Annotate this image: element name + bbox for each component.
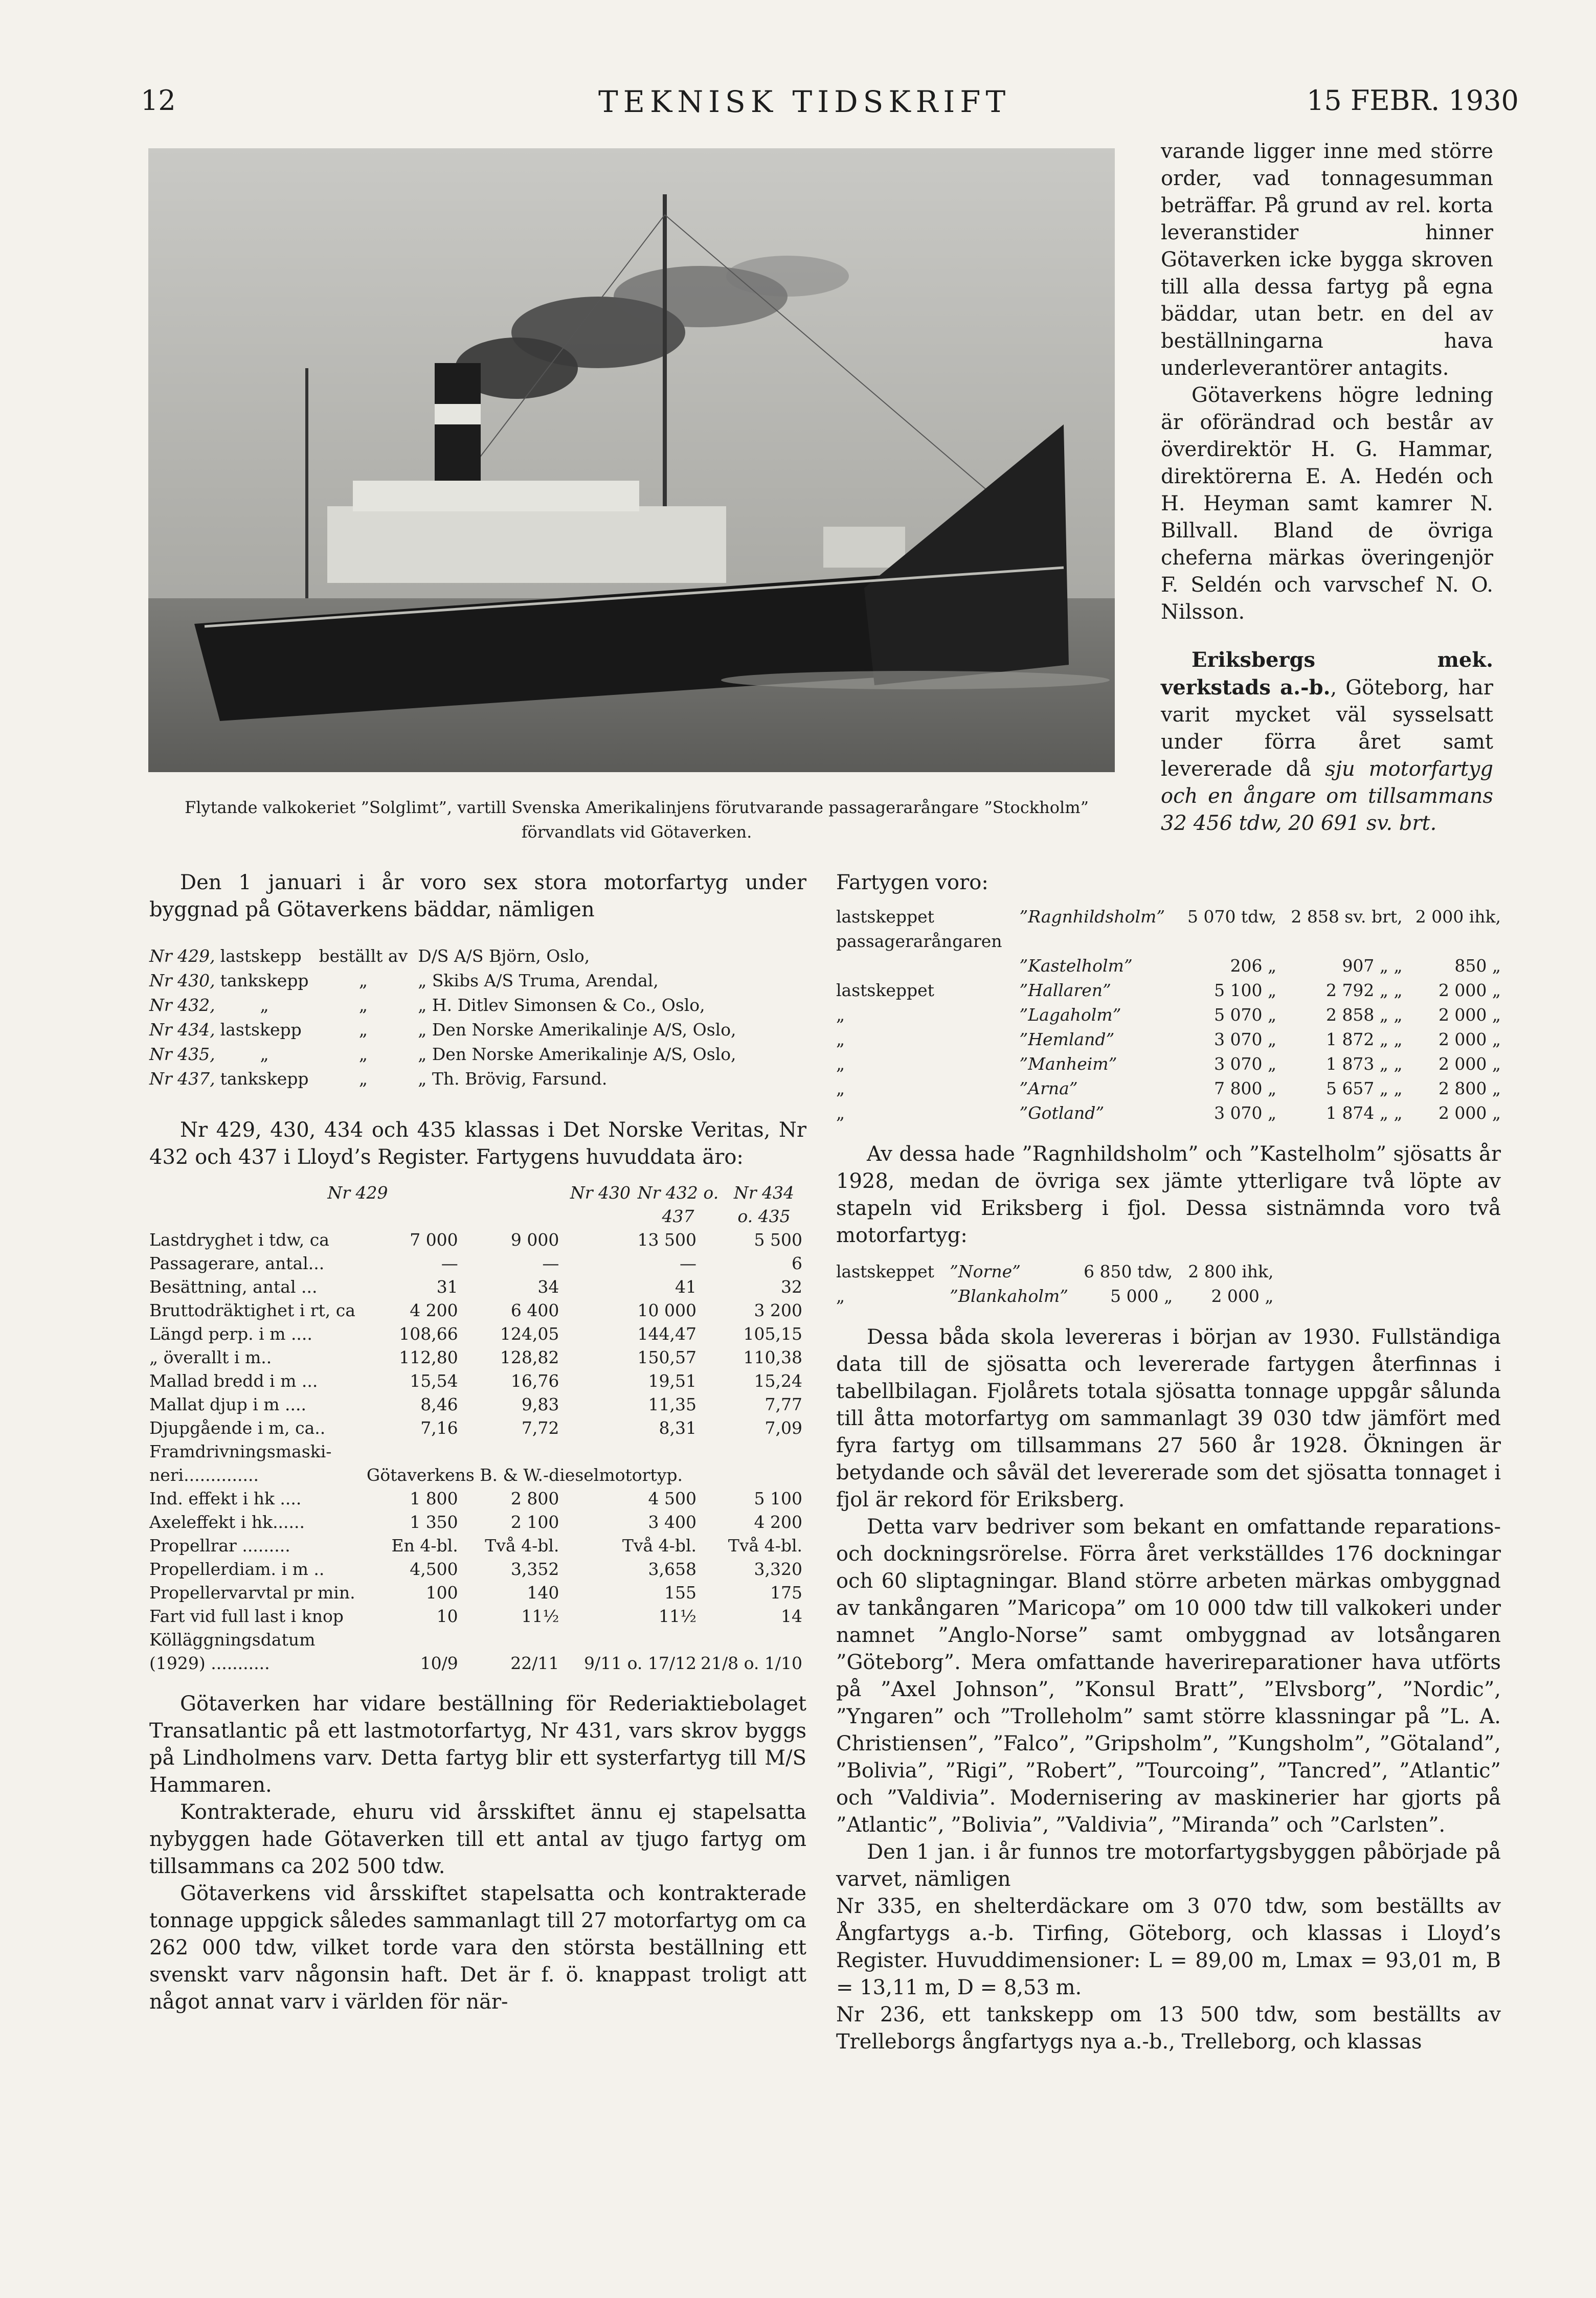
table-cell: 11½ [521,1606,559,1626]
table-row [149,1275,806,1299]
row-label: Propellerdiam. i m .. [149,1559,325,1579]
table-cell: passagerarångaren [836,931,1002,951]
table-cell [701,1628,806,1652]
ships2-table [836,1259,1274,1309]
table-cell: 6 850 tdw, [1084,1261,1173,1281]
table-row [836,1259,1274,1284]
table-cell: — [542,1253,559,1273]
table-cell: 31 [436,1277,458,1297]
table-cell: 2 000 „ [1438,1103,1501,1123]
table-cell: 5 070 „ [1214,1005,1277,1025]
table-cell: 2 000 „ [1438,1054,1501,1074]
table-cell: 34 [537,1277,559,1297]
table-row [149,1652,806,1675]
text-run-italic: sju motorfartyg och en ångare om tillsammans 32 456 tdw, 20 691 sv. brt. [1161,757,1494,835]
table-cell: 22/11 [510,1653,559,1673]
paragraph-eriksberg [1161,646,1493,837]
paragraph: varande ligger inne med större order, vad tonnagesumman beträffar. På grund av rel. korta leveranstider hinner Götaverken icke bygga skroven till alla dessa fartyg på egna bäddar, utan betr. en del av beställningarna hava underleverantörer antagits. [1161,140,1493,380]
table-cell: 2 100 [510,1512,559,1532]
table-cell: 19,51 [648,1371,696,1391]
row-label: neri.............. [149,1465,259,1485]
row-label: Ind. effekt i hk .... [149,1489,302,1508]
table-cell: „ [836,1005,845,1025]
table-cell: 6 [792,1253,802,1273]
row-label: Propellervarvtal pr min. [149,1583,355,1603]
table-cell: „ [836,1103,845,1123]
table-cell: 7 800 „ [1214,1078,1277,1098]
table-cell: ”Ragnhildsholm” [1019,907,1165,927]
table-cell: 41 [675,1277,696,1297]
issue-date: 15 FEBR. 1930 [1307,84,1519,117]
row-label: Axeleffekt i hk...... [149,1512,305,1532]
table-cell: 32 [781,1277,802,1297]
table-cell: 3 070 „ [1214,1054,1277,1074]
table-cell [367,1628,462,1652]
table-cell: „ [260,1044,269,1064]
table-cell: 2 800 [510,1489,559,1508]
row-label: Besättning, antal ... [149,1277,318,1297]
table-row [149,1440,806,1463]
table-cell [462,1440,564,1463]
table-row [836,1003,1501,1027]
table-cell: 5 500 [754,1230,802,1250]
table-cell [836,954,1012,978]
table-row [149,1581,806,1605]
table-cell: ”Manheim” [1019,1054,1117,1074]
paragraph: Götaverken har vidare beställning för Rederiaktiebolaget Transatlantic på ett lastmotorfartyg, Nr 431, vars skrov byggs på Lindholmens varv. Detta fartyg blir ett systerfartyg till M/S Hammaren. [149,1692,806,1797]
table-cell: 9/11 o. 17/12 [584,1653,696,1673]
row-label: „ överallt i m.. [149,1347,272,1367]
table-row [149,1393,806,1416]
table-row [149,1369,806,1393]
table-cell: ”Lagaholm” [1019,1005,1121,1025]
table-cell: 15,54 [410,1371,458,1391]
table-cell: 128,82 [500,1347,559,1367]
table-cell: Nr 437, [149,1069,215,1089]
table-cell: „ H. Ditlev Simonsen & Co., Oslo, [418,995,705,1015]
table-cell: — [680,1253,696,1273]
table-cell [462,1628,564,1652]
table-cell: „ [358,1020,368,1040]
row-label: Mallad bredd i m ... [149,1371,318,1391]
table-cell: 2 858 sv. brt, [1291,907,1403,927]
table-cell: 1 873 „ „ [1325,1054,1403,1074]
table-cell: „ Den Norske Amerikalinje A/S, Oslo, [418,1020,736,1040]
table-cell: Två 4-bl. [622,1536,696,1556]
paragraph: Den 1 jan. i år funnos tre motorfartygsbyggen påbörjade på varvet, nämligen [836,1840,1501,1891]
table-cell: 10/9 [420,1653,458,1673]
table-cell: 9,83 [521,1394,559,1414]
table-cell: D/S A/S Björn, Oslo, [418,946,590,966]
row-label: Mallat djup i m .... [149,1394,307,1414]
table-cell: 3,658 [648,1559,696,1579]
table-cell: 1 872 „ „ [1325,1029,1403,1049]
table-cell: 850 „ [1454,956,1501,976]
table-cell: ”Hallaren” [1019,980,1111,1000]
table-cell: 16,76 [510,1371,559,1391]
table-cell: Nr 432, [149,995,215,1015]
orders-table [149,944,750,1091]
table-cell: 6 400 [510,1300,559,1320]
table-row [149,1067,750,1091]
table-row [149,993,750,1018]
table-cell: ”Arna” [1019,1078,1078,1098]
row-label: (1929) ........... [149,1653,270,1673]
table-cell: „ [358,971,368,990]
ships-table [836,905,1501,1125]
table-cell: Nr 429, [149,946,215,966]
caption-line-2: förvandlats vid Götaverken. [521,822,752,842]
table-cell: ”Gotland” [1019,1103,1105,1123]
table-cell: lastskepp [220,946,302,966]
table-row [149,1228,806,1252]
table-cell: „ [358,1044,368,1064]
table-cell: 108,66 [399,1324,458,1344]
table-cell: 4 200 [754,1512,802,1532]
table-cell: „ [358,1069,368,1089]
table-cell: 155 [664,1583,696,1603]
table-cell [1012,929,1174,954]
paragraph: Nr 236, ett tankskepp om 13 500 tdw, som beställts av Trelleborgs ångfartygs nya a.-b., Trelleborg, och klassas [836,2003,1501,2054]
table-cell: 144,47 [637,1324,696,1344]
table-cell [1276,929,1402,954]
journal-title: TEKNISK TIDSKRIFT [598,84,1011,119]
paragraph: Av dessa hade ”Ragnhildsholm” och ”Kastelholm” sjösatts år 1928, medan de övriga sex jämte ytterligare två löpte av stapeln vid Eriksberg i fjol. Dessa sistnämnda voro två motorfartyg: [836,1142,1501,1247]
table-cell: 3 200 [754,1300,802,1320]
table-cell: „ [836,1029,845,1049]
table-cell: 2 000 „ [1211,1286,1274,1306]
paragraph: Dessa båda skola levereras i början av 1930. Fullständiga data till de sjösatta och levererade fartygen återfinnas i tabellbilagan. Fjolårets totala sjösatta tonnage uppgår sålunda till åtta motorfartyg om sammanlagt 39 030 tdw jämfört med fyra fartyg om tillsammans 27 560 år 1928. Ökningen är betydande och såväl det levererade som det sjösatta tonnaget i fjol är rekord för Eriksberg. [836,1325,1501,1512]
specs-table-body [149,1228,806,1675]
table-cell: 5 100 „ [1214,980,1277,1000]
table-cell: 5 070 tdw, [1187,907,1277,927]
table-header-row [149,1181,806,1228]
table-cell: 4 200 [410,1300,458,1320]
column-header: Nr 429 [327,1183,388,1203]
table-cell: 21/8 o. 1/10 [701,1653,802,1673]
table-row [149,1252,806,1275]
table-cell: 9 000 [510,1230,559,1250]
table-cell: „ [836,1286,845,1306]
table-row [836,1101,1501,1125]
row-label: Framdrivningsmaski- [149,1441,332,1461]
table-cell: 2 000 ihk, [1415,907,1501,927]
table-cell: 7,09 [765,1418,802,1438]
table-row [149,944,750,968]
table-cell: 2 792 „ „ [1325,980,1403,1000]
right-column [836,869,1501,2056]
table-cell: 3,352 [510,1559,559,1579]
right-top-column [1161,138,1493,837]
table-row [149,1416,806,1440]
table-cell: 11,35 [648,1394,696,1414]
paragraph: Kontrakterade, ehuru vid årsskiftet ännu ej stapelsatta nybyggen hade Götaverken till ett antal av tjugo fartyg om tillsammans ca 202 500 tdw. [149,1800,806,1878]
column-header: Nr 432 o. 437 [637,1183,719,1226]
table-cell [1174,929,1276,954]
table-cell: „ Skibs A/S Truma, Arendal, [418,971,659,990]
table-row [149,1487,806,1511]
paragraph: Fartygen voro: [836,871,988,894]
table-cell: 7,16 [420,1418,458,1438]
caption-line-1: Flytande valkokeriet ”Solglimt”, vartill Svenska Amerikalinjens förutvarande passagerarångare ”Stockholm” [185,798,1089,817]
table-cell: 2 800 ihk, [1188,1261,1274,1281]
table-cell: 7,77 [765,1394,802,1414]
ship-photo [148,148,1115,772]
table-row [149,1346,806,1369]
table-row [836,1027,1501,1052]
table-cell: 907 „ „ [1342,956,1403,976]
table-row [836,978,1501,1003]
paragraph: Nr 429, 430, 434 och 435 klassas i Det Norske Veritas, Nr 432 och 437 i Lloyd’s Register. Fartygens huvuddata äro: [149,1118,806,1169]
paragraph: Götaverkens vid årsskiftet stapelsatta och kontrakterade tonnage uppgick således sammanlagt till 27 motorfartyg om ca 262 000 tdw, vilket torde vara den största beställning ett svenskt varv någonsin haft. Det är f. ö. knappast troligt att något annat varv i världen för när- [149,1882,806,2014]
column-header: Nr 430 [570,1183,631,1203]
table-row [149,1042,750,1067]
section-heading: Eriksbergs mek. verkstads a.-b. [1161,648,1493,700]
table-cell: 3 070 „ [1214,1029,1277,1049]
left-column [149,869,806,2016]
column-header: Nr 434 o. 435 [733,1183,795,1226]
table-cell: 10 [436,1606,458,1626]
table-cell: 150,57 [637,1347,696,1367]
table-cell: „ [836,1054,845,1074]
specs-table [149,1181,806,1228]
table-cell: 3 400 [648,1512,696,1532]
table-row [149,1463,806,1487]
table-cell: 2 000 „ [1438,980,1501,1000]
table-cell: Nr 435, [149,1044,215,1064]
table-cell: tankskepp [220,1069,309,1089]
row-label: Djupgående i m, ca.. [149,1418,326,1438]
table-cell: 175 [770,1583,802,1603]
table-cell: 5 000 „ [1110,1286,1173,1306]
table-row [149,1558,806,1581]
table-cell [367,1440,462,1463]
table-row [836,1284,1274,1309]
table-cell: 2 000 „ [1438,1005,1501,1025]
row-label: Kölläggningsdatum [149,1630,316,1650]
row-label: Lastdryghet i tdw, ca [149,1230,329,1250]
table-cell: 8,46 [420,1394,458,1414]
table-cell: 112,80 [399,1347,458,1367]
table-cell: 7,72 [521,1418,559,1438]
table-cell: 14 [781,1606,802,1626]
table-cell: 3,320 [754,1559,802,1579]
table-cell: 1 874 „ „ [1325,1103,1403,1123]
table-cell: „ [358,995,368,1015]
table-cell: ”Hemland” [1019,1029,1115,1049]
paragraph: Detta varv bedriver som bekant en omfattande reparations- och dockningsrörelse. Förra året verkställdes 176 dockningar och 60 sliptagningar. Bland större arbeten märkas ombyggnad av tankångaren ”Maricopa” om 10 000 tdw till valkokeri under namnet ”Anglo-Norse” samt ombyggnad av lotsångaren ”Göteborg”. Mera omfattande haverireparationer hava utförts på ”Axel Johnson”, ”Konsul Bratt”, ”Elvsborg”, ”Nordic”, ”Yngaren” och ”Trolleholm” samt större klassningar på ”L. A. Christiensen”, ”Falco”, ”Gripsholm”, ”Kungsholm”, ”Götaland”, ”Bolivia”, ”Rigi”, ”Robert”, ”Tourcoing”, ”Tancred”, ”Atlantic” och ”Valdivia”. Modernisering av maskinerier har gjorts på ”Atlantic”, ”Bolivia”, ”Valdivia”, ”Miranda” och ”Carlsten”. [836,1515,1501,1837]
table-row [149,1299,806,1322]
table-cell: „ [260,995,269,1015]
table-cell: 13 500 [637,1230,696,1250]
table-row [149,1628,806,1652]
table-cell: — [441,1253,458,1273]
table-row [149,1322,806,1346]
text-run: , Göteborg, har varit mycket väl sysselsatt under förra året samt levererade då [1161,676,1493,781]
table-cell [563,1628,701,1652]
table-cell: 2 800 „ [1438,1078,1501,1098]
row-label: Fart vid full last i knop [149,1606,344,1626]
table-cell: tankskepp [220,971,309,990]
table-cell: 105,15 [743,1324,802,1344]
table-cell: „ Den Norske Amerikalinje A/S, Oslo, [418,1044,736,1064]
table-cell: 10 000 [637,1300,696,1320]
page-number: 12 [141,84,176,117]
table-cell: 1 800 [410,1489,458,1508]
table-cell: „ Th. Brövig, Farsund. [418,1069,608,1089]
table-cell: beställt av [319,946,408,966]
table-cell: Nr 434, [149,1020,215,1040]
table-cell: 124,05 [500,1324,559,1344]
paragraph: Nr 335, en shelterdäckare om 3 070 tdw, som beställts av Ångfartygs a.-b. Tirfing, Göteborg, och klassas i Lloyd’s Register. Huvuddimensioner: L = 89,00 m, Lmax = 93,01 m, B = 13,11 m, D = 8,53 m. [836,1895,1501,1999]
row-label: Längd perp. i m .... [149,1324,312,1344]
table-cell: 8,31 [659,1418,696,1438]
table-row [149,1605,806,1628]
table-cell: ”Kastelholm” [1019,956,1133,976]
table-cell: 4,500 [410,1559,458,1579]
table-row [836,954,1501,978]
table-cell: 140 [527,1583,559,1603]
table-row [149,1534,806,1558]
table-cell: ”Blankaholm” [949,1286,1069,1306]
table-cell: 1 350 [410,1512,458,1532]
table-cell: lastskeppet [836,980,934,1000]
table-cell: lastskeppet [836,1261,934,1281]
table-cell: ”Norne” [949,1261,1021,1281]
table-cell: 3 070 „ [1214,1103,1277,1123]
table-cell: 7 000 [410,1230,458,1250]
table-cell: Götaverkens B. & W.-dieselmotortyp. [366,1465,683,1485]
table-cell: 206 „ [1230,956,1277,976]
paragraph: Den 1 januari i år voro sex stora motorfartyg under byggnad på Götaverkens bäddar, nämligen [149,871,806,921]
table-row [149,1511,806,1534]
table-row [836,929,1501,954]
row-label: Bruttodräktighet i rt, ca [149,1300,355,1320]
table-cell: Två 4-bl. [728,1536,802,1556]
table-cell: lastskeppet [836,907,934,927]
table-cell [563,1440,701,1463]
table-cell: 2 000 „ [1438,1029,1501,1049]
table-row [836,1076,1501,1101]
table-cell: Två 4-bl. [485,1536,559,1556]
table-row [149,1018,750,1042]
table-cell: 5 100 [754,1489,802,1508]
table-cell [701,1440,806,1463]
table-cell: „ [836,1078,845,1098]
table-cell: En 4-bl. [391,1536,458,1556]
table-cell: 110,38 [743,1347,802,1367]
row-label: Passagerare, antal... [149,1253,325,1273]
table-cell [1403,929,1501,954]
table-row [836,905,1501,929]
table-cell: 100 [425,1583,458,1603]
table-cell: 5 657 „ „ [1325,1078,1403,1098]
table-row [836,1052,1501,1076]
table-cell: 11½ [659,1606,696,1626]
table-cell: lastskepp [220,1020,302,1040]
photo-caption [143,795,1130,844]
table-cell: 15,24 [754,1371,802,1391]
paragraph: Götaverkens högre ledning är oförändrad och består av överdirektör H. G. Hammar, direktörerna E. A. Hedén och H. Heyman samt kamrer N. Billvall. Bland de övriga cheferna märkas överingenjör F. Seldén och varvschef N. O. Nilsson. [1161,384,1493,624]
table-cell: 4 500 [648,1489,696,1508]
table-cell: 2 858 „ „ [1325,1005,1403,1025]
table-row [149,968,750,993]
table-cell: Nr 430, [149,971,215,990]
row-label: Propellrar ......... [149,1536,290,1556]
